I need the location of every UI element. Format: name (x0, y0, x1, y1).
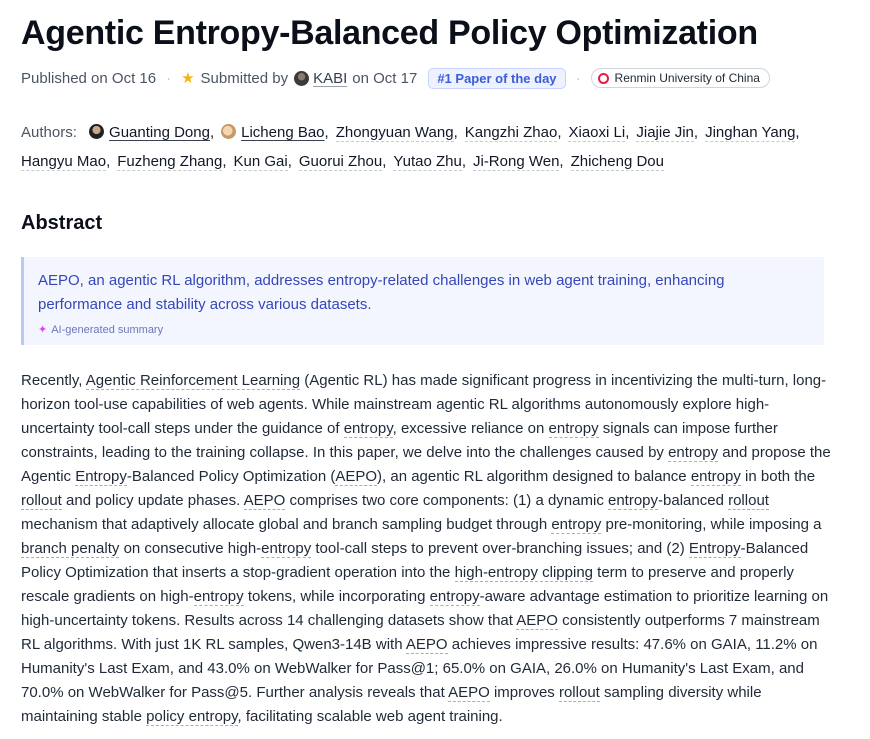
author-separator: , (382, 153, 387, 170)
abstract-keyword[interactable]: entropy (690, 468, 741, 485)
submitted-date: on Oct 17 (352, 69, 418, 87)
author-name[interactable]: Fuzheng Zhang (117, 153, 223, 170)
abstract-keyword[interactable]: policy entropy (146, 708, 238, 725)
abstract-segment: -Balanced Policy Optimization ( (126, 468, 336, 485)
author-name[interactable]: Hangyu Mao (21, 153, 107, 170)
abstract-keyword[interactable]: branch penalty (21, 540, 120, 557)
published-date: Published on Oct 16 (21, 69, 157, 87)
abstract-keyword[interactable]: entropy (668, 444, 719, 461)
ai-summary-text: AEPO, an agentic RL algorithm, addresses entropy-related challenges in web agent training, enhancing performance and stability across various datasets. (38, 272, 725, 313)
abstract-segment: , facilitating scalable web agent training. (237, 708, 503, 725)
abstract-segment: on consecutive high- (119, 540, 262, 557)
abstract-segment: tool-call steps to prevent over-branching issues; and (2) (311, 540, 689, 557)
abstract-keyword[interactable]: rollout (728, 492, 769, 509)
author-item[interactable] (233, 147, 291, 176)
author-item[interactable] (636, 118, 698, 147)
author-separator: , (106, 153, 111, 170)
abstract-keyword[interactable]: AEPO (335, 468, 378, 485)
abstract-segment: consistently outperforms 7 mainstream RL algorithms. With just 1K RL samples, Qwen3-14B with (21, 612, 820, 653)
author-separator: , (693, 124, 699, 141)
abstract-keyword[interactable]: entropy (343, 420, 393, 437)
abstract-segment: signals can impose further constraints, leading to the training collapse. In this paper, we delve into the challenges caused by (21, 420, 778, 461)
star-icon: ★ (181, 70, 195, 87)
abstract-segment: ), an agentic RL algorithm designed to balance (377, 468, 691, 485)
author-name[interactable]: Jinghan Yang (705, 124, 796, 141)
abstract-keyword[interactable]: rollout (558, 684, 600, 701)
author-item[interactable] (221, 118, 329, 147)
abstract-keyword[interactable]: AEPO (516, 612, 558, 629)
submitted-by-label: Submitted by (200, 69, 289, 87)
abstract-keyword[interactable]: entropy (551, 516, 602, 533)
abstract-keyword[interactable]: high-entropy clipping (454, 564, 593, 581)
author-separator: , (324, 124, 329, 141)
abstract-heading: Abstract (21, 212, 103, 234)
organization-badge[interactable] (591, 68, 770, 88)
abstract-segment: Recently, (21, 372, 86, 389)
abstract-keyword[interactable]: AEPO (243, 492, 286, 509)
author-name[interactable]: Guanting Dong (109, 124, 210, 141)
author-name[interactable]: Jiajie Jin (636, 124, 694, 141)
author-avatar (89, 124, 104, 139)
submitter-link[interactable]: KABI (313, 69, 348, 87)
ai-summary-label (38, 323, 810, 336)
abstract-segment: mechanism that adaptively allocate global and branch sampling budget through (21, 516, 552, 533)
abstract-segment: in both the (740, 468, 816, 485)
author-item[interactable] (571, 147, 664, 176)
author-separator: , (222, 153, 227, 170)
author-separator: , (287, 153, 292, 170)
author-separator: , (559, 153, 564, 170)
abstract-segment: comprises two core components: (1) a dynamic (285, 492, 608, 509)
university-logo-icon (598, 73, 609, 84)
author-name[interactable]: Yutao Zhu (393, 153, 462, 170)
abstract-keyword[interactable]: entropy (548, 420, 599, 437)
abstract-keyword[interactable]: entropy (607, 492, 659, 509)
abstract-segment: tokens, while incorporating (243, 588, 430, 605)
author-name[interactable]: Zhongyuan Wang (335, 124, 454, 141)
abstract-keyword[interactable]: Entropy (75, 468, 127, 485)
abstract-keyword[interactable]: rollout (21, 492, 62, 509)
abstract-segment: and propose the Agentic (21, 444, 831, 485)
author-avatar (221, 124, 236, 139)
author-item[interactable] (117, 147, 226, 176)
author-separator: , (625, 124, 630, 141)
abstract-segment: sampling diversity while maintaining stable (21, 684, 762, 725)
abstract-text (21, 369, 831, 729)
abstract-segment: pre-monitoring, while imposing a (601, 516, 822, 533)
abstract-segment: achieves impressive results: 47.6% on GAIA, 11.2% on Humanity's Last Exam, and 43.0% on WebWalker for Pass@1; 65.0% on GAIA, 26.0% on Humanity's Last Exam, and 70.0% on WebWalker for Pass@5. Further analysis reveals that (21, 636, 818, 701)
abstract-keyword[interactable]: entropy (429, 588, 480, 605)
author-name[interactable]: Kun Gai (233, 153, 288, 170)
organization-name: Renmin University of China (614, 71, 760, 85)
author-name[interactable]: Licheng Bao (241, 124, 325, 141)
author-item[interactable] (473, 147, 564, 176)
author-name[interactable]: Ji-Rong Wen (472, 153, 560, 170)
author-item[interactable] (336, 118, 458, 147)
paper-meta (21, 66, 770, 90)
ai-summary-caption: AI-generated summary (51, 323, 164, 336)
meta-separator: · (166, 69, 172, 87)
sparkle-icon: ✦ (38, 324, 48, 336)
author-item[interactable] (393, 147, 466, 176)
ai-summary-box (21, 257, 824, 345)
author-separator: , (453, 124, 458, 141)
abstract-segment: -Balanced Policy Optimization that inserts a stop-gradient operation into the (21, 540, 809, 581)
abstract-segment: -aware advantage estimation to prioritize learning on high-uncertainty tokens. Results across 14 challenging datasets show that (21, 588, 829, 629)
author-separator: , (557, 124, 562, 141)
abstract-segment: -balanced (658, 492, 729, 509)
author-item[interactable] (568, 118, 629, 147)
authors-label: Authors: (21, 124, 77, 141)
meta-separator: · (575, 69, 581, 87)
author-name[interactable]: Kangzhi Zhao (464, 124, 558, 141)
paper-title: Agentic Entropy-Balanced Policy Optimization (21, 14, 758, 52)
author-name[interactable]: Xiaoxi Li (568, 124, 626, 141)
submitter-avatar[interactable] (294, 71, 309, 86)
author-separator: , (461, 153, 466, 170)
abstract-segment: and policy update phases. (61, 492, 244, 509)
authors-list (21, 118, 851, 176)
author-separator: , (209, 124, 215, 141)
author-separator: , (795, 124, 800, 141)
abstract-segment: improves (489, 684, 559, 701)
paper-of-day-badge[interactable]: #1 Paper of the day (428, 68, 565, 89)
author-item[interactable] (299, 147, 387, 176)
abstract-keyword[interactable]: Entropy (688, 540, 741, 557)
author-name[interactable]: Zhicheng Dou (570, 153, 664, 170)
abstract-keyword[interactable]: AEPO (448, 684, 490, 701)
abstract-keyword[interactable]: entropy (261, 540, 312, 557)
abstract-keyword[interactable]: AEPO (405, 636, 448, 653)
author-item[interactable] (705, 118, 800, 147)
author-item[interactable] (89, 118, 214, 147)
abstract-keyword[interactable]: entropy (193, 588, 244, 605)
abstract-segment: , excessive reliance on (392, 420, 549, 437)
author-item[interactable] (21, 147, 110, 176)
abstract-keyword[interactable]: Agentic Reinforcement Learning (85, 372, 301, 389)
abstract-segment: (Agentic RL) has made significant progress in incentivizing the multi-turn, long-horizon tool-use capabilities of web agents. While mainstream agentic RL algorithms autonomously explore high-uncertainty tool-call steps under the guidance of (21, 372, 827, 437)
author-item[interactable] (465, 118, 562, 147)
author-name[interactable]: Guorui Zhou (298, 153, 383, 170)
abstract-segment: term to preserve and properly rescale gradients on high- (21, 564, 794, 605)
